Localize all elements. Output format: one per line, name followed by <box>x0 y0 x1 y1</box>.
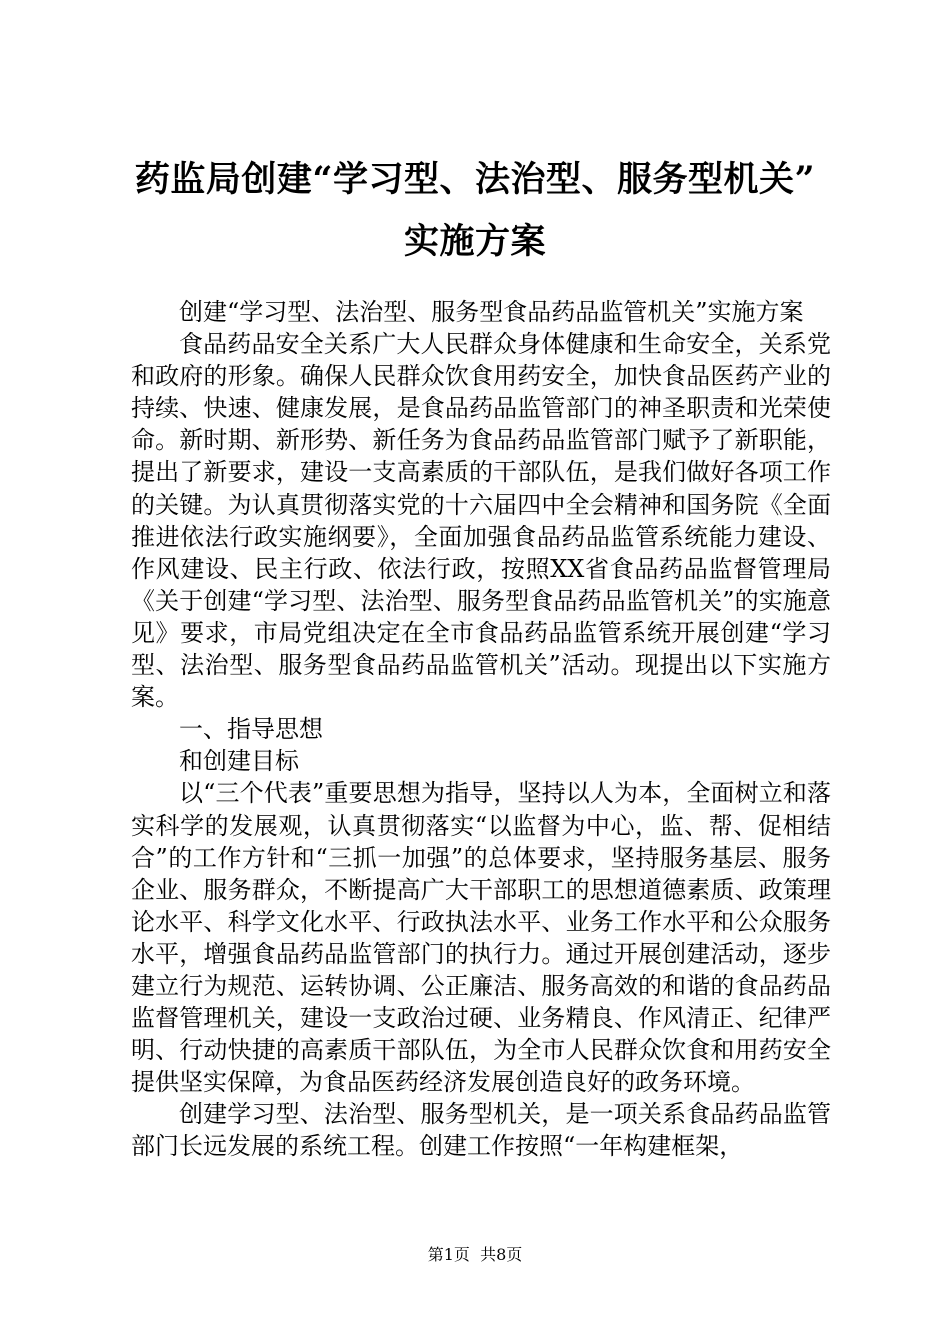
section-heading-goal: 和创建目标 <box>179 747 299 776</box>
document-title-line-1: 药监局创建“学习型、法治型、服务型机关” <box>134 159 816 200</box>
section-heading-guiding-thought: 一、指导思想 <box>179 715 323 744</box>
paragraph-subtitle: 创建“学习型、法治型、服务型食品药品监管机关”实施方案 <box>179 298 804 326</box>
document-body <box>131 296 831 1163</box>
paragraph-system-project: 创建学习型、法治型、服务型机关，是一项关系食品药品监管部门长远发展的系统工程。创建工作按照“一年构建框架， <box>131 1100 831 1161</box>
paragraph-intro: 食品药品安全关系广大人民群众身体健康和生命安全，关系党和政府的形象。确保人民群众饮食用药安全，加快食品医药产业的持续、快速、健康发展，是食品药品监管部门的神圣职责和光荣使命。新时期、新形势、新任务为食品药品监管部门赋予了新职能，提出了新要求，建设一支高素质的干部队伍，是我们做好各项工作的关键。为认真贯彻落实党的十六届四中全会精神和国务院《全面推进依法行政实施纲要》，全面加强食品药品监管系统能力建设、作风建设、民主行政、依法行政，按照XX省食品药品监督管理局《关于创建“学习型、法治型、服务型食品药品监管机关”的实施意见》要求，市局党组决定在全市食品药品监管系统开展创建“学习型、法治型、服务型食品药品监管机关”活动。现提出以下实施方案。 <box>131 330 831 712</box>
page-footer: 第1页 共8页 <box>427 1245 523 1264</box>
document-title-line-2: 实施方案 <box>403 221 546 262</box>
paragraph-guiding-thought: 以“三个代表”重要思想为指导，坚持以人为本，全面树立和落实科学的发展观，认真贯彻落实“以监督为中心，监、帮、促相结合”的工作方针和“三抓一加强”的总体要求，坚持服务基层、服务企业、服务群众，不断提高广大干部职工的思想道德素质、政策理论水平、科学文化水平、行政执法水平、业务工作水平和公众服务水平，增强食品药品监管部门的执行力。通过开展创建活动，逐步建立行为规范、运转协调、公正廉洁、服务高效的和谐的食品药品监督管理机关，建设一支政治过硬、业务精良、作风清正、纪律严明、行动快捷的高素质干部队伍，为全市人民群众饮食和用药安全提供坚实保障，为食品医药经济发展创造良好的政务环境。 <box>131 779 831 1097</box>
